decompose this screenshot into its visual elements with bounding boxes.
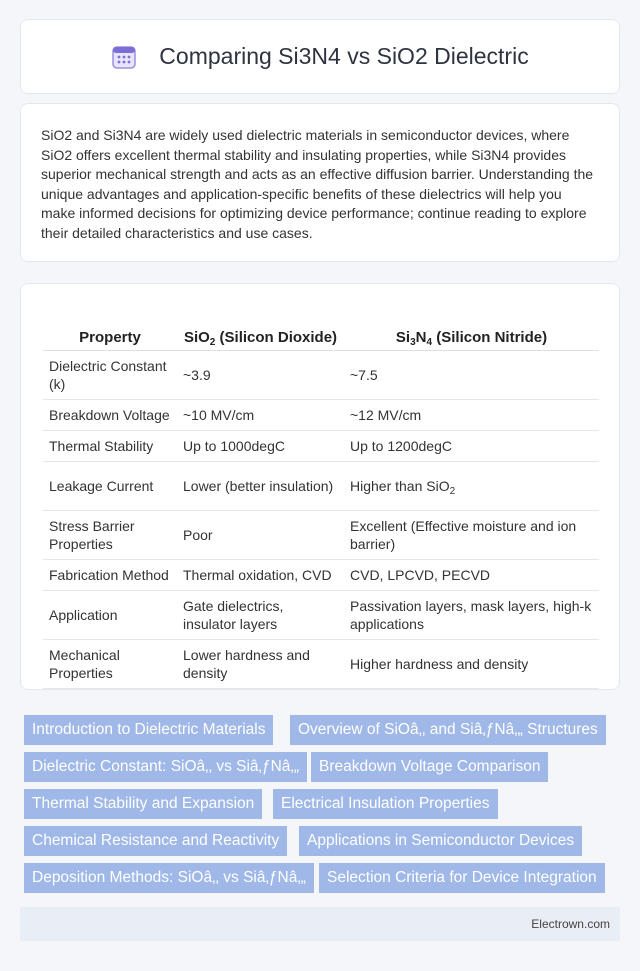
table-row bbox=[43, 461, 599, 510]
cell-property: Fabrication Method bbox=[43, 559, 177, 590]
page-title: Comparing Si3N4 vs SiO2 Dielectric bbox=[159, 43, 529, 69]
table-row bbox=[43, 639, 599, 688]
header-sio2: SiO$_2$ (Silicon Dioxide) bbox=[177, 302, 344, 350]
cell-property: Stress Barrier Properties bbox=[43, 510, 177, 559]
cell-si3n4: Higher than SiO$_2$ bbox=[344, 461, 599, 510]
calendar-icon bbox=[111, 44, 137, 70]
table-row bbox=[43, 590, 599, 639]
cell-si3n4: ~12 MV/cm bbox=[344, 399, 599, 430]
title-card bbox=[20, 19, 620, 94]
tag-link[interactable]: Chemical Resistance and Reactivity bbox=[24, 826, 287, 856]
tag-link[interactable]: Overview of SiOâ‚‚ and Siâ‚ƒNâ‚„ Structures bbox=[290, 715, 606, 745]
cell-si3n4: Passivation layers, mask layers, high-k applications bbox=[344, 590, 599, 639]
cell-si3n4: Up to 1200degC bbox=[344, 430, 599, 461]
cell-property: Thermal Stability bbox=[43, 430, 177, 461]
tag-link[interactable]: Applications in Semiconductor Devices bbox=[299, 826, 582, 856]
cell-sio2: Lower (better insulation) bbox=[177, 461, 344, 510]
cell-property: Mechanical Properties bbox=[43, 639, 177, 688]
footer-site-link[interactable]: Electrown.com bbox=[531, 917, 610, 931]
table-row bbox=[43, 559, 599, 590]
footer bbox=[20, 907, 620, 941]
table-row bbox=[43, 510, 599, 559]
tag-link[interactable]: Introduction to Dielectric Materials bbox=[24, 715, 273, 745]
table-header-row bbox=[43, 302, 599, 350]
cell-property: Application bbox=[43, 590, 177, 639]
tag-link[interactable]: Breakdown Voltage Comparison bbox=[311, 752, 548, 782]
intro-card bbox=[20, 103, 620, 262]
comparison-table bbox=[43, 302, 599, 689]
header-property: Property bbox=[43, 302, 177, 350]
tag-link[interactable]: Thermal Stability and Expansion bbox=[24, 789, 262, 819]
cell-property: Dielectric Constant (k) bbox=[43, 350, 177, 399]
cell-sio2: Poor bbox=[177, 510, 344, 559]
comparison-table-card bbox=[20, 283, 620, 690]
cell-si3n4: CVD, LPCVD, PECVD bbox=[344, 559, 599, 590]
tag-link[interactable]: Dielectric Constant: SiOâ‚‚ vs Siâ‚ƒNâ‚„ bbox=[24, 752, 307, 782]
tag-link[interactable]: Electrical Insulation Properties bbox=[273, 789, 498, 819]
tag-link[interactable]: Selection Criteria for Device Integration bbox=[319, 863, 605, 893]
cell-sio2: Lower hardness and density bbox=[177, 639, 344, 688]
cell-sio2: Up to 1000degC bbox=[177, 430, 344, 461]
table-row bbox=[43, 350, 599, 399]
table-row bbox=[43, 430, 599, 461]
cell-sio2: Gate dielectrics, insulator layers bbox=[177, 590, 344, 639]
header-si3n4: $Si_3N_4$ (Silicon Nitride) bbox=[344, 302, 599, 350]
cell-property: Breakdown Voltage bbox=[43, 399, 177, 430]
cell-property: Leakage Current bbox=[43, 461, 177, 510]
table-row bbox=[43, 399, 599, 430]
cell-sio2: Thermal oxidation, CVD bbox=[177, 559, 344, 590]
cell-si3n4: Higher hardness and density bbox=[344, 639, 599, 688]
cell-si3n4: ~7.5 bbox=[344, 350, 599, 399]
cell-sio2: ~10 MV/cm bbox=[177, 399, 344, 430]
cell-si3n4: Excellent (Effective moisture and ion barrier) bbox=[344, 510, 599, 559]
tag-link[interactable]: Deposition Methods: SiOâ‚‚ vs Siâ‚ƒNâ‚„ bbox=[24, 863, 314, 893]
cell-sio2: ~3.9 bbox=[177, 350, 344, 399]
intro-paragraph: SiO2 and Si3N4 are widely used dielectric materials in semiconductor devices, where SiO2 offers excellent thermal stability and insulating properties, while Si3N4 provides superior mechanical strength and acts as an effective diffusion barrier. Understanding the unique advantages and application-specific benefits of these dielectrics will help you make informed decisions for optimizing device performance; continue reading to explore their detailed characteristics and use cases. bbox=[41, 127, 594, 241]
